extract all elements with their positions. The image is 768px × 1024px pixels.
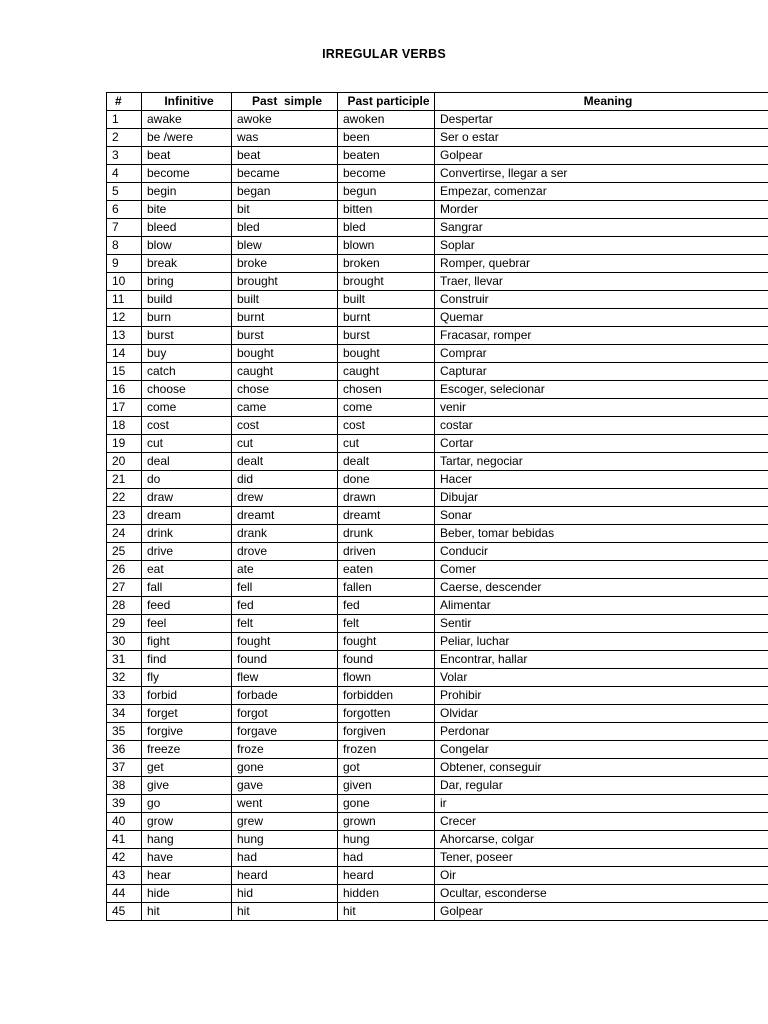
cell-number: 4 [107, 165, 142, 183]
cell-number: 28 [107, 597, 142, 615]
cell-past-simple: forgot [232, 705, 338, 723]
cell-past-participle: flown [338, 669, 435, 687]
cell-number: 44 [107, 885, 142, 903]
cell-number: 5 [107, 183, 142, 201]
cell-past-simple: built [232, 291, 338, 309]
cell-past-simple: became [232, 165, 338, 183]
cell-number: 7 [107, 219, 142, 237]
cell-infinitive: come [142, 399, 232, 417]
cell-infinitive: hang [142, 831, 232, 849]
cell-number: 15 [107, 363, 142, 381]
cell-meaning: Escoger, selecionar [435, 381, 768, 399]
cell-infinitive: go [142, 795, 232, 813]
cell-past-simple: began [232, 183, 338, 201]
cell-past-participle: dreamt [338, 507, 435, 525]
cell-past-participle: drunk [338, 525, 435, 543]
cell-meaning: Traer, llevar [435, 273, 768, 291]
cell-past-participle: forgiven [338, 723, 435, 741]
cell-meaning: Peliar, luchar [435, 633, 768, 651]
cell-number: 16 [107, 381, 142, 399]
cell-past-simple: flew [232, 669, 338, 687]
table-row [107, 201, 768, 219]
cell-past-participle: gone [338, 795, 435, 813]
cell-meaning: Dar, regular [435, 777, 768, 795]
cell-number: 22 [107, 489, 142, 507]
cell-meaning: Prohibir [435, 687, 768, 705]
cell-past-simple: dreamt [232, 507, 338, 525]
cell-past-participle: built [338, 291, 435, 309]
cell-meaning: Construir [435, 291, 768, 309]
table-row [107, 381, 768, 399]
table-row [107, 327, 768, 345]
table-row [107, 831, 768, 849]
cell-past-simple: froze [232, 741, 338, 759]
cell-number: 29 [107, 615, 142, 633]
cell-meaning: Alimentar [435, 597, 768, 615]
cell-meaning: Ser o estar [435, 129, 768, 147]
cell-meaning: venir [435, 399, 768, 417]
cell-number: 6 [107, 201, 142, 219]
cell-past-participle: heard [338, 867, 435, 885]
cell-infinitive: feel [142, 615, 232, 633]
table-row [107, 255, 768, 273]
table-row [107, 183, 768, 201]
cell-infinitive: find [142, 651, 232, 669]
cell-meaning: Comprar [435, 345, 768, 363]
table-row [107, 363, 768, 381]
cell-meaning: Tener, poseer [435, 849, 768, 867]
cell-meaning: Volar [435, 669, 768, 687]
cell-infinitive: forget [142, 705, 232, 723]
cell-meaning: Golpear [435, 903, 768, 921]
cell-meaning: Obtener, conseguir [435, 759, 768, 777]
table-row [107, 561, 768, 579]
cell-past-simple: forgave [232, 723, 338, 741]
cell-past-participle: fed [338, 597, 435, 615]
cell-meaning: Soplar [435, 237, 768, 255]
cell-past-participle: dealt [338, 453, 435, 471]
cell-number: 2 [107, 129, 142, 147]
cell-past-simple: ate [232, 561, 338, 579]
cell-past-participle: had [338, 849, 435, 867]
table-row [107, 705, 768, 723]
cell-meaning: Congelar [435, 741, 768, 759]
table-row [107, 759, 768, 777]
cell-past-simple: heard [232, 867, 338, 885]
cell-past-simple: gone [232, 759, 338, 777]
cell-past-participle: chosen [338, 381, 435, 399]
cell-meaning: Convertirse, llegar a ser [435, 165, 768, 183]
cell-past-simple: bit [232, 201, 338, 219]
cell-past-participle: hidden [338, 885, 435, 903]
cell-number: 12 [107, 309, 142, 327]
cell-past-participle: blown [338, 237, 435, 255]
cell-past-participle: fallen [338, 579, 435, 597]
cell-past-participle: bled [338, 219, 435, 237]
cell-meaning: Olvidar [435, 705, 768, 723]
cell-number: 36 [107, 741, 142, 759]
table-row [107, 543, 768, 561]
cell-number: 37 [107, 759, 142, 777]
table-row [107, 525, 768, 543]
cell-infinitive: drink [142, 525, 232, 543]
cell-past-participle: come [338, 399, 435, 417]
cell-number: 35 [107, 723, 142, 741]
cell-past-simple: burst [232, 327, 338, 345]
cell-past-participle: hit [338, 903, 435, 921]
cell-past-simple: hung [232, 831, 338, 849]
table-row [107, 291, 768, 309]
table-header-row [107, 93, 768, 111]
cell-number: 45 [107, 903, 142, 921]
cell-meaning: Despertar [435, 111, 768, 129]
cell-past-participle: grown [338, 813, 435, 831]
cell-number: 32 [107, 669, 142, 687]
cell-number: 18 [107, 417, 142, 435]
cell-infinitive: be /were [142, 129, 232, 147]
cell-past-participle: been [338, 129, 435, 147]
cell-infinitive: burst [142, 327, 232, 345]
table-row [107, 651, 768, 669]
table-row [107, 345, 768, 363]
cell-infinitive: freeze [142, 741, 232, 759]
cell-past-simple: beat [232, 147, 338, 165]
cell-number: 20 [107, 453, 142, 471]
cell-infinitive: build [142, 291, 232, 309]
cell-meaning: Empezar, comenzar [435, 183, 768, 201]
table-row [107, 417, 768, 435]
cell-infinitive: feed [142, 597, 232, 615]
header-number: # [107, 93, 142, 111]
cell-number: 11 [107, 291, 142, 309]
cell-number: 14 [107, 345, 142, 363]
cell-meaning: Hacer [435, 471, 768, 489]
cell-infinitive: forbid [142, 687, 232, 705]
cell-past-simple: gave [232, 777, 338, 795]
cell-past-participle: begun [338, 183, 435, 201]
cell-number: 13 [107, 327, 142, 345]
cell-number: 40 [107, 813, 142, 831]
cell-number: 31 [107, 651, 142, 669]
cell-number: 42 [107, 849, 142, 867]
cell-meaning: Oir [435, 867, 768, 885]
cell-past-participle: become [338, 165, 435, 183]
cell-past-participle: beaten [338, 147, 435, 165]
cell-number: 25 [107, 543, 142, 561]
cell-number: 27 [107, 579, 142, 597]
table-row [107, 309, 768, 327]
cell-past-simple: had [232, 849, 338, 867]
table-row [107, 741, 768, 759]
cell-infinitive: catch [142, 363, 232, 381]
cell-past-simple: went [232, 795, 338, 813]
cell-infinitive: break [142, 255, 232, 273]
cell-infinitive: beat [142, 147, 232, 165]
cell-meaning: Dibujar [435, 489, 768, 507]
cell-past-simple: grew [232, 813, 338, 831]
cell-past-participle: drawn [338, 489, 435, 507]
cell-past-participle: given [338, 777, 435, 795]
cell-infinitive: forgive [142, 723, 232, 741]
table-row [107, 597, 768, 615]
cell-meaning: Caerse, descender [435, 579, 768, 597]
cell-infinitive: give [142, 777, 232, 795]
table-row [107, 435, 768, 453]
cell-past-simple: did [232, 471, 338, 489]
cell-past-participle: hung [338, 831, 435, 849]
cell-infinitive: awake [142, 111, 232, 129]
table-row [107, 129, 768, 147]
cell-infinitive: drive [142, 543, 232, 561]
cell-infinitive: grow [142, 813, 232, 831]
cell-past-participle: got [338, 759, 435, 777]
cell-infinitive: hide [142, 885, 232, 903]
cell-meaning: Comer [435, 561, 768, 579]
cell-past-participle: eaten [338, 561, 435, 579]
cell-past-participle: bought [338, 345, 435, 363]
table-row [107, 219, 768, 237]
cell-infinitive: burn [142, 309, 232, 327]
table-row [107, 669, 768, 687]
cell-past-participle: cut [338, 435, 435, 453]
cell-meaning: Encontrar, hallar [435, 651, 768, 669]
cell-past-simple: drank [232, 525, 338, 543]
cell-past-simple: hit [232, 903, 338, 921]
cell-past-simple: bought [232, 345, 338, 363]
cell-meaning: Quemar [435, 309, 768, 327]
table-row [107, 165, 768, 183]
table-row [107, 507, 768, 525]
table-row [107, 813, 768, 831]
cell-past-simple: cost [232, 417, 338, 435]
table-row [107, 237, 768, 255]
cell-number: 10 [107, 273, 142, 291]
cell-meaning: Romper, quebrar [435, 255, 768, 273]
cell-meaning: Perdonar [435, 723, 768, 741]
cell-past-participle: bitten [338, 201, 435, 219]
cell-infinitive: have [142, 849, 232, 867]
cell-infinitive: bite [142, 201, 232, 219]
table-row [107, 489, 768, 507]
table-row [107, 453, 768, 471]
cell-infinitive: bleed [142, 219, 232, 237]
cell-past-participle: broken [338, 255, 435, 273]
cell-meaning: Crecer [435, 813, 768, 831]
cell-meaning: Golpear [435, 147, 768, 165]
table-row [107, 111, 768, 129]
cell-past-participle: found [338, 651, 435, 669]
table-row [107, 777, 768, 795]
cell-past-simple: awoke [232, 111, 338, 129]
cell-past-simple: blew [232, 237, 338, 255]
cell-past-participle: felt [338, 615, 435, 633]
cell-number: 1 [107, 111, 142, 129]
cell-past-simple: felt [232, 615, 338, 633]
cell-meaning: Cortar [435, 435, 768, 453]
table-row [107, 795, 768, 813]
cell-past-simple: broke [232, 255, 338, 273]
table-row [107, 471, 768, 489]
header-past-simple: Past simple [232, 93, 338, 111]
cell-number: 8 [107, 237, 142, 255]
cell-meaning: Capturar [435, 363, 768, 381]
cell-past-simple: caught [232, 363, 338, 381]
cell-number: 9 [107, 255, 142, 273]
cell-infinitive: do [142, 471, 232, 489]
header-past-participle: Past participle [338, 93, 435, 111]
cell-past-simple: dealt [232, 453, 338, 471]
table-row [107, 147, 768, 165]
cell-number: 26 [107, 561, 142, 579]
cell-past-participle: burst [338, 327, 435, 345]
cell-past-participle: caught [338, 363, 435, 381]
cell-infinitive: hear [142, 867, 232, 885]
cell-past-simple: burnt [232, 309, 338, 327]
table-row [107, 399, 768, 417]
table-row [107, 633, 768, 651]
cell-past-simple: came [232, 399, 338, 417]
cell-meaning: Beber, tomar bebidas [435, 525, 768, 543]
cell-meaning: costar [435, 417, 768, 435]
cell-meaning: ir [435, 795, 768, 813]
table-row [107, 867, 768, 885]
cell-infinitive: get [142, 759, 232, 777]
table-row [107, 579, 768, 597]
verbs-table [106, 92, 768, 921]
cell-past-participle: fought [338, 633, 435, 651]
header-infinitive: Infinitive [142, 93, 232, 111]
table-row [107, 273, 768, 291]
cell-infinitive: buy [142, 345, 232, 363]
cell-past-participle: done [338, 471, 435, 489]
cell-past-simple: fed [232, 597, 338, 615]
cell-number: 30 [107, 633, 142, 651]
cell-past-simple: found [232, 651, 338, 669]
cell-past-simple: bled [232, 219, 338, 237]
cell-number: 43 [107, 867, 142, 885]
cell-past-simple: brought [232, 273, 338, 291]
cell-meaning: Tartar, negociar [435, 453, 768, 471]
table-row [107, 723, 768, 741]
cell-number: 3 [107, 147, 142, 165]
cell-number: 19 [107, 435, 142, 453]
cell-infinitive: dream [142, 507, 232, 525]
cell-past-participle: frozen [338, 741, 435, 759]
cell-past-participle: awoken [338, 111, 435, 129]
cell-past-simple: hid [232, 885, 338, 903]
cell-infinitive: bring [142, 273, 232, 291]
cell-number: 17 [107, 399, 142, 417]
cell-infinitive: fly [142, 669, 232, 687]
cell-past-simple: chose [232, 381, 338, 399]
cell-infinitive: draw [142, 489, 232, 507]
cell-past-simple: forbade [232, 687, 338, 705]
cell-meaning: Conducir [435, 543, 768, 561]
cell-meaning: Morder [435, 201, 768, 219]
page-title: IRREGULAR VERBS [322, 47, 446, 61]
cell-past-simple: drove [232, 543, 338, 561]
cell-past-simple: fell [232, 579, 338, 597]
cell-past-participle: forbidden [338, 687, 435, 705]
cell-infinitive: fight [142, 633, 232, 651]
cell-number: 21 [107, 471, 142, 489]
cell-infinitive: eat [142, 561, 232, 579]
table-row [107, 687, 768, 705]
table-row [107, 903, 768, 921]
cell-past-simple: was [232, 129, 338, 147]
cell-past-simple: fought [232, 633, 338, 651]
cell-number: 23 [107, 507, 142, 525]
cell-infinitive: hit [142, 903, 232, 921]
cell-meaning: Ahorcarse, colgar [435, 831, 768, 849]
cell-number: 34 [107, 705, 142, 723]
cell-infinitive: blow [142, 237, 232, 255]
cell-infinitive: cut [142, 435, 232, 453]
cell-past-simple: cut [232, 435, 338, 453]
cell-number: 38 [107, 777, 142, 795]
table-row [107, 885, 768, 903]
table-row [107, 615, 768, 633]
cell-meaning: Sangrar [435, 219, 768, 237]
cell-infinitive: become [142, 165, 232, 183]
cell-meaning: Fracasar, romper [435, 327, 768, 345]
cell-meaning: Sonar [435, 507, 768, 525]
cell-past-simple: drew [232, 489, 338, 507]
cell-number: 41 [107, 831, 142, 849]
cell-infinitive: deal [142, 453, 232, 471]
cell-number: 24 [107, 525, 142, 543]
cell-past-participle: driven [338, 543, 435, 561]
cell-past-participle: burnt [338, 309, 435, 327]
cell-past-participle: cost [338, 417, 435, 435]
cell-infinitive: begin [142, 183, 232, 201]
cell-number: 33 [107, 687, 142, 705]
cell-infinitive: choose [142, 381, 232, 399]
header-meaning: Meaning [435, 93, 768, 111]
cell-infinitive: cost [142, 417, 232, 435]
cell-past-participle: forgotten [338, 705, 435, 723]
table-body [107, 111, 768, 921]
cell-meaning: Ocultar, esconderse [435, 885, 768, 903]
cell-infinitive: fall [142, 579, 232, 597]
cell-past-participle: brought [338, 273, 435, 291]
cell-number: 39 [107, 795, 142, 813]
table-row [107, 849, 768, 867]
cell-meaning: Sentir [435, 615, 768, 633]
